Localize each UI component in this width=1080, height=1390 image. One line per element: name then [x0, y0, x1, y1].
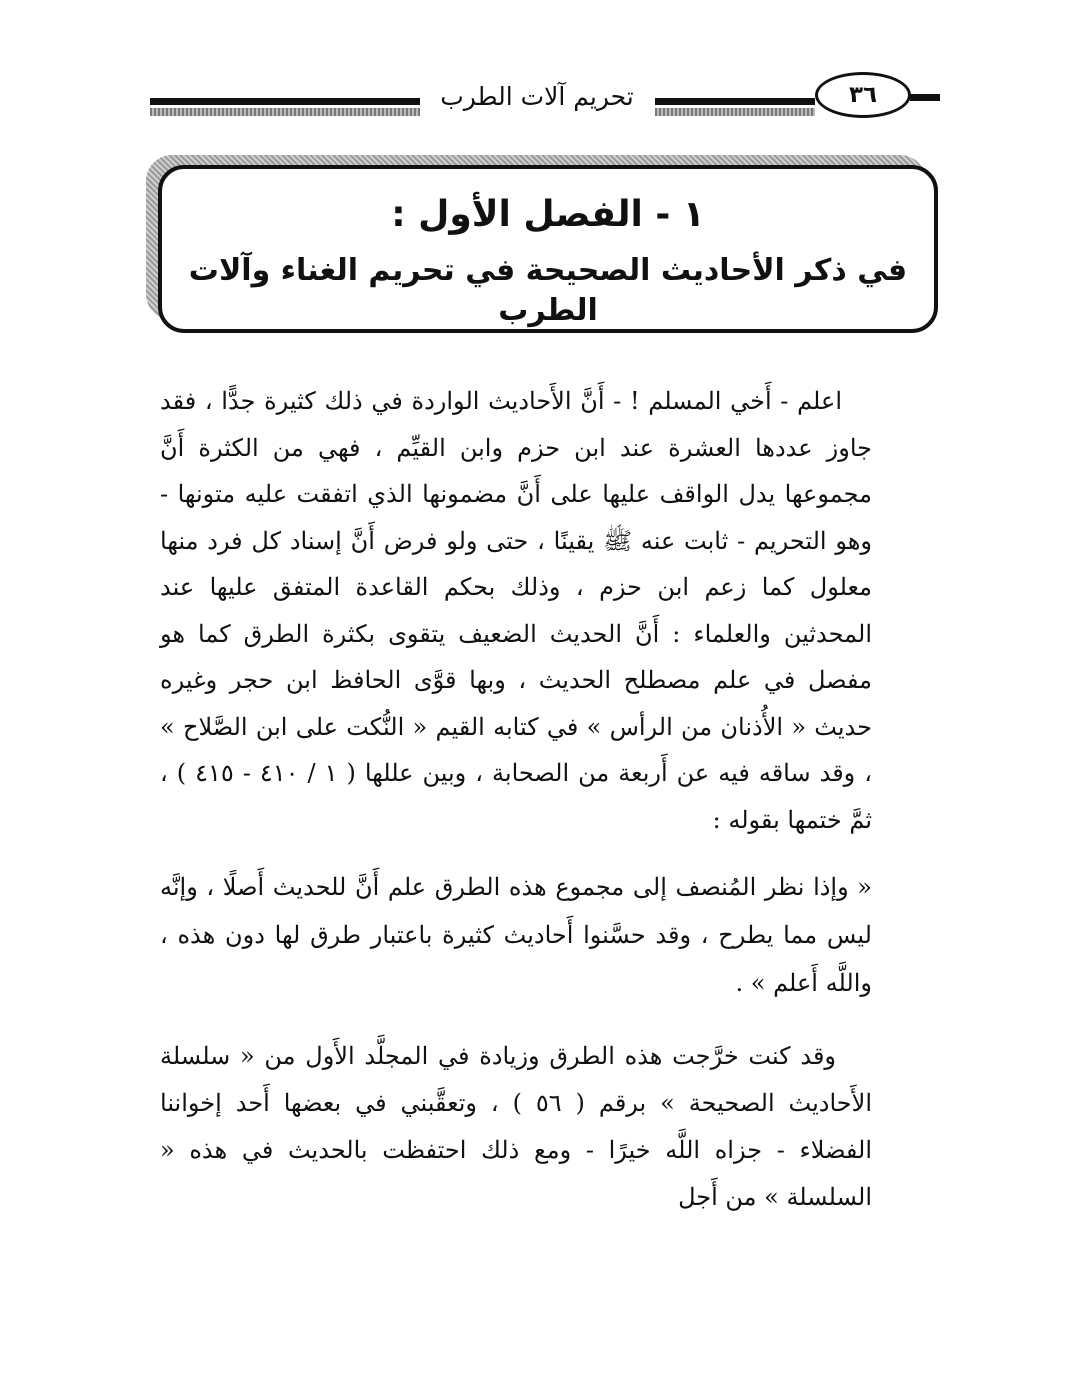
header-rule-middle [655, 98, 815, 105]
chapter-heading: ١ - الفصل الأول : [391, 194, 705, 235]
running-title: تحريم آلات الطرب [422, 82, 652, 111]
paragraph-3: وقد كنت خرَّجت هذه الطرق وزيادة في المجلَّد الأَول من « سلسلة الأَحاديث الصحيحة » برقم ( ٥٦ ) ، وتعقَّبني في بعضها أَحد إخواننا الفضلاء - جزاه اللَّه خيرًا - ومع ذلك احتفظت بالحديث في هذه « السلسلة » من أَجل [160, 1042, 872, 1211]
header-rule-right [910, 94, 940, 101]
header-rule-left-shade [150, 108, 420, 116]
body-text [160, 378, 872, 1221]
page-header [150, 72, 940, 130]
paragraph-2-quote: « وإذا نظر المُنصف إلى مجموع هذه الطرق علم أَنَّ للحديث أَصلًا ، وإنَّه ليس مما يطرح ، وقد حسَّنوا أَحاديث كثيرة باعتبار طرق لها دون هذه ، واللَّه أَعلم » . [160, 873, 872, 997]
chapter-title-box [158, 165, 938, 333]
paragraph-1: اعلم - أَخي المسلم ! - أَنَّ الأَحاديث الواردة في ذلك كثيرة جدًّا ، فقد جاوز عددها العشرة عند ابن حزم وابن القيِّم ، فهي من الكثرة أَنَّ مجموعها يدل الواقف عليها على أَنَّ مضمونها الذي اتفقت عليه متونها - وهو التحريم - ثابت عنه ﷺ يقينًا ، حتى ولو فرض أَنَّ إسناد كل فرد منها معلول كما زعم ابن حزم ، وذلك بحكم القاعدة المتفق عليها عند المحدثين والعلماء : أَنَّ الحديث الضعيف يتقوى بكثرة الطرق كما هو مفصل في علم مصطلح الحديث ، وبها قوَّى الحافظ ابن حجر وغيره حديث « الأُذنان من الرأس » في كتابه القيم « النُّكت على ابن الصَّلاح » ، وقد ساقه فيه عن أَربعة من الصحابة ، وبين عللها ( ١ / ٤١٠ - ٤١٥ ) ، ثمَّ ختمها بقوله : [160, 387, 872, 834]
chapter-subtitle: في ذكر الأحاديث الصحيحة في تحريم الغناء وآلات الطرب [188, 253, 908, 328]
page-number: ٣٦ [815, 72, 911, 118]
header-rule-left [150, 98, 420, 105]
header-rule-middle-shade [655, 108, 815, 116]
